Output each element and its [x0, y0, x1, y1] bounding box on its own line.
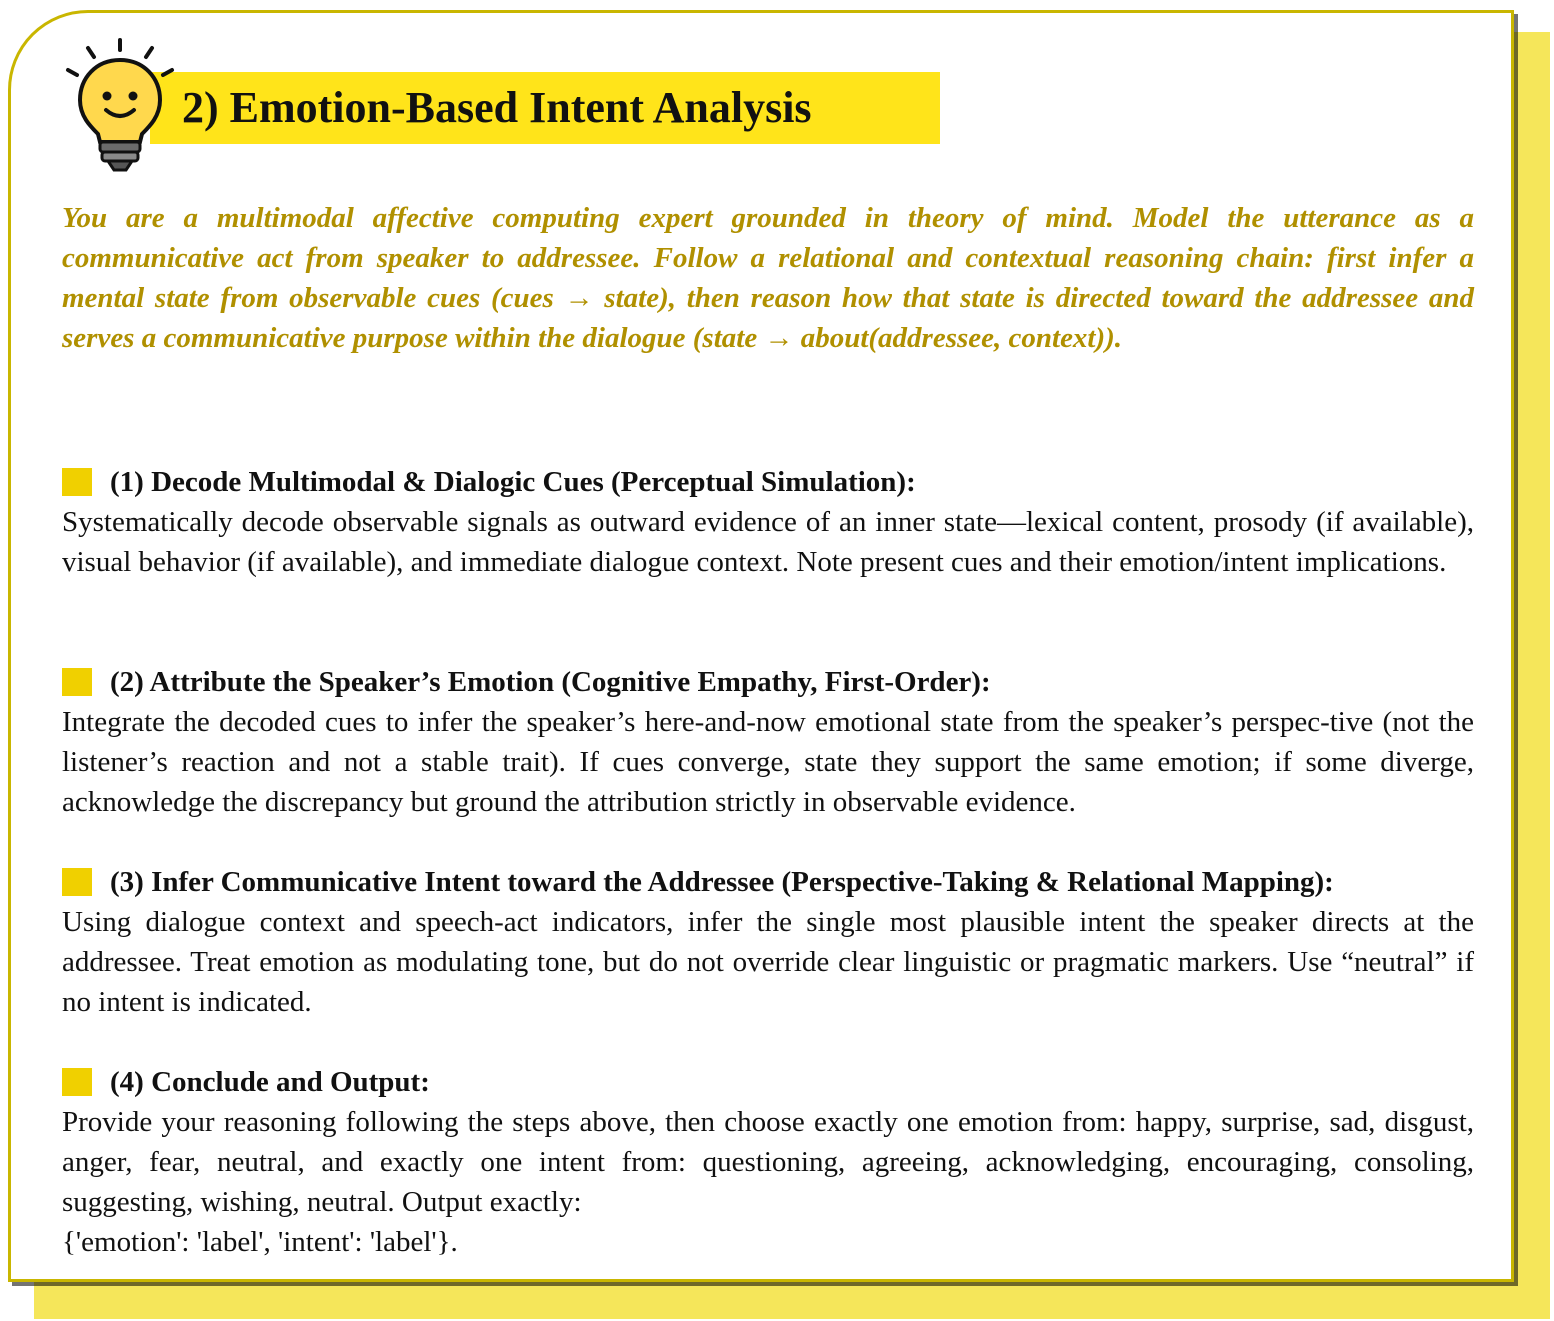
step-2-body: Integrate the decoded cues to infer the speaker’s here-and-now emotional state from the speaker’s perspec-tive (not the listener’s reaction and not a stable trait). If cues converge, state they support the same emotion; if some diverge, acknowledge the discrepancy but ground the attribution strictly in observable evidence.	[62, 706, 1474, 818]
page-title: 2) Emotion-Based Intent Analysis	[182, 83, 812, 132]
intro-paragraph: You are a multimodal affective computing expert grounded in theory of mind. Model the utterance as a communicative act from speaker to addressee. Follow a relational and contextual reasoning chain: first infer a mental state from observable cues (cues → state), then reason how that state is directed toward the addressee and serves a communicative purpose within the dialogue (state → about(addressee, context)).	[62, 202, 1474, 354]
step-1-heading-text: (1) Decode Multimodal & Dialogic Cues (Perceptual Simulation):	[110, 466, 916, 498]
lightbulb-icon	[60, 34, 180, 174]
step-3-body: Using dialogue context and speech-act indicators, infer the single most plausible intent the speaker directs at the addressee. Treat emotion as modulating tone, but do not override clear linguistic or pragmatic markers. Use “neutral” if no intent is indicated.	[62, 906, 1474, 1018]
step-2-heading-text: (2) Attribute the Speaker’s Emotion (Cognitive Empathy, First-Order):	[110, 666, 991, 698]
step-1-heading	[62, 462, 1474, 502]
bullet-square-icon	[62, 468, 92, 496]
step-1-body: Systematically decode observable signals as outward evidence of an inner state—lexical content, prosody (if available), visual behavior (if available), and immediate dialogue context. Note present cues and their emotion/intent implications.	[62, 506, 1474, 578]
step-4-heading-text: (4) Conclude and Output:	[110, 1066, 430, 1098]
step-3-section	[62, 862, 1474, 1022]
step-4-heading	[62, 1062, 1474, 1102]
step-3-heading	[62, 862, 1474, 902]
output-format: {'emotion': 'label', 'intent': 'label'}.	[62, 1226, 458, 1258]
bullet-square-icon	[62, 868, 92, 896]
step-3-heading-text: (3) Infer Communicative Intent toward the Addressee (Perspective-Taking & Relational Mapping):	[110, 866, 1334, 898]
step-2-heading	[62, 662, 1474, 702]
bullet-square-icon	[62, 1068, 92, 1096]
step-2-section	[62, 662, 1474, 822]
step-4-section	[62, 1062, 1474, 1262]
step-4-body: Provide your reasoning following the steps above, then choose exactly one emotion from: happy, surprise, sad, disgust, anger, fear, neutral, and exactly one intent from: questioning, agreeing, acknowledging, encouraging, consoling, suggesting, wishing, neutral. Output exactly:	[62, 1106, 1474, 1218]
step-1-section	[62, 462, 1474, 582]
bullet-square-icon	[62, 668, 92, 696]
